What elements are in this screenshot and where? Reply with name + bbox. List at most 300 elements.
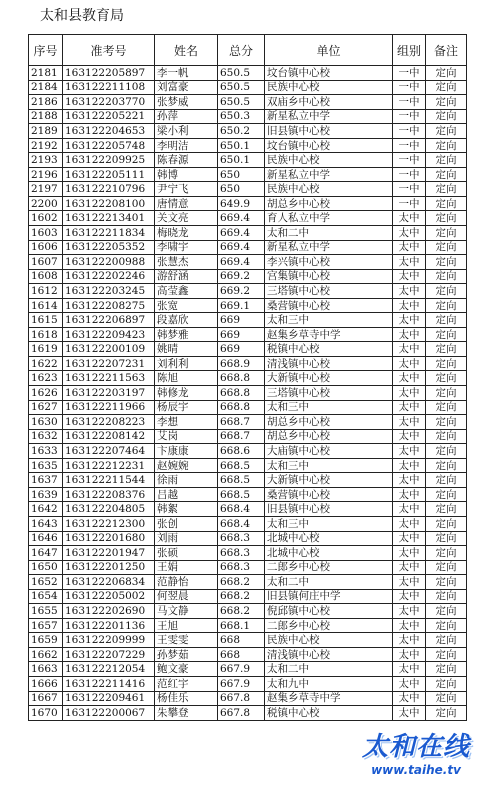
cell-note: 定向 bbox=[426, 342, 467, 357]
cell-exam-no: 163122210796 bbox=[63, 182, 155, 197]
cell-note: 定向 bbox=[426, 167, 467, 182]
cell-score: 668.2 bbox=[218, 589, 265, 604]
cell-note: 定向 bbox=[426, 647, 467, 662]
cell-name: 范静怡 bbox=[155, 575, 218, 590]
cell-unit: 胡总乡中心校 bbox=[265, 196, 393, 211]
cell-score: 668.7 bbox=[218, 415, 265, 430]
cell-exam-no: 163122212300 bbox=[63, 516, 155, 531]
cell-exam-no: 163122205111 bbox=[63, 167, 155, 182]
table-row bbox=[29, 633, 467, 648]
table-row bbox=[29, 240, 467, 255]
cell-score: 650.5 bbox=[218, 95, 265, 110]
cell-unit: 太和二中 bbox=[265, 662, 393, 677]
cell-name: 张慧杰 bbox=[155, 255, 218, 270]
cell-unit: 民族中心校 bbox=[265, 80, 393, 95]
table-body bbox=[29, 66, 467, 721]
cell-group: 太中 bbox=[393, 647, 426, 662]
cell-group: 太中 bbox=[393, 415, 426, 430]
cell-unit: 二郎乡中心校 bbox=[265, 618, 393, 633]
cell-unit: 太和三中 bbox=[265, 313, 393, 328]
cell-score: 668.9 bbox=[218, 356, 265, 371]
cell-score: 650 bbox=[218, 167, 265, 182]
cell-exam-no: 163122205002 bbox=[63, 589, 155, 604]
cell-name: 尹宁飞 bbox=[155, 182, 218, 197]
cell-unit: 太和二中 bbox=[265, 575, 393, 590]
cell-exam-no: 163122203197 bbox=[63, 386, 155, 401]
cell-score: 667.9 bbox=[218, 662, 265, 677]
col-header-name: 姓名 bbox=[155, 35, 218, 66]
table-row bbox=[29, 211, 467, 226]
cell-exam-no: 163122212231 bbox=[63, 458, 155, 473]
cell-unit: 倪邱镇中心校 bbox=[265, 604, 393, 619]
cell-exam-no: 163122205352 bbox=[63, 240, 155, 255]
cell-name: 唐情意 bbox=[155, 196, 218, 211]
cell-name: 陈旭 bbox=[155, 371, 218, 386]
cell-exam-no: 163122212054 bbox=[63, 662, 155, 677]
cell-score: 668.5 bbox=[218, 487, 265, 502]
cell-note: 定向 bbox=[426, 211, 467, 226]
cell-exam-no: 163122201250 bbox=[63, 560, 155, 575]
cell-seq: 1650 bbox=[29, 560, 63, 575]
cell-group: 一中 bbox=[393, 138, 426, 153]
cell-seq: 1635 bbox=[29, 458, 63, 473]
col-header-group: 组别 bbox=[393, 35, 426, 66]
table-row bbox=[29, 676, 467, 691]
cell-name: 刘利利 bbox=[155, 356, 218, 371]
table-row bbox=[29, 269, 467, 284]
cell-seq: 1667 bbox=[29, 691, 63, 706]
cell-exam-no: 163122207229 bbox=[63, 647, 155, 662]
cell-unit: 李兴镇中心校 bbox=[265, 255, 393, 270]
cell-exam-no: 163122201136 bbox=[63, 618, 155, 633]
cell-seq: 1608 bbox=[29, 269, 63, 284]
cell-name: 范红宇 bbox=[155, 676, 218, 691]
cell-name: 李明洁 bbox=[155, 138, 218, 153]
cell-group: 太中 bbox=[393, 255, 426, 270]
cell-note: 定向 bbox=[426, 560, 467, 575]
cell-group: 太中 bbox=[393, 516, 426, 531]
cell-score: 650.1 bbox=[218, 138, 265, 153]
cell-score: 668.8 bbox=[218, 386, 265, 401]
cell-score: 650.1 bbox=[218, 153, 265, 168]
cell-score: 669.2 bbox=[218, 269, 265, 284]
cell-note: 定向 bbox=[426, 327, 467, 342]
cell-seq: 1657 bbox=[29, 618, 63, 633]
cell-seq: 2188 bbox=[29, 109, 63, 124]
cell-unit: 赵集乡草寺中学 bbox=[265, 327, 393, 342]
cell-score: 669.1 bbox=[218, 298, 265, 313]
table-row bbox=[29, 386, 467, 401]
cell-exam-no: 163122200067 bbox=[63, 706, 155, 721]
table-row bbox=[29, 182, 467, 197]
cell-unit: 赵集乡草寺中学 bbox=[265, 691, 393, 706]
table-row bbox=[29, 647, 467, 662]
cell-seq: 1618 bbox=[29, 327, 63, 342]
cell-score: 650 bbox=[218, 182, 265, 197]
cell-score: 668 bbox=[218, 633, 265, 648]
cell-group: 一中 bbox=[393, 167, 426, 182]
cell-group: 太中 bbox=[393, 400, 426, 415]
table-row bbox=[29, 444, 467, 459]
cell-note: 定向 bbox=[426, 691, 467, 706]
cell-note: 定向 bbox=[426, 487, 467, 502]
cell-unit: 坟台镇中心校 bbox=[265, 66, 393, 81]
table-row bbox=[29, 662, 467, 677]
cell-name: 吕越 bbox=[155, 487, 218, 502]
cell-seq: 1642 bbox=[29, 502, 63, 517]
cell-name: 杨佳乐 bbox=[155, 691, 218, 706]
cell-unit: 坟台镇中心校 bbox=[265, 138, 393, 153]
cell-group: 太中 bbox=[393, 589, 426, 604]
cell-unit: 育人私立中学 bbox=[265, 211, 393, 226]
cell-group: 一中 bbox=[393, 80, 426, 95]
cell-group: 一中 bbox=[393, 153, 426, 168]
table-row bbox=[29, 516, 467, 531]
cell-group: 一中 bbox=[393, 109, 426, 124]
table-row bbox=[29, 284, 467, 299]
cell-group: 太中 bbox=[393, 386, 426, 401]
table-row bbox=[29, 502, 467, 517]
cell-note: 定向 bbox=[426, 531, 467, 546]
col-header-note: 备注 bbox=[426, 35, 467, 66]
cell-note: 定向 bbox=[426, 356, 467, 371]
cell-exam-no: 163122213401 bbox=[63, 211, 155, 226]
cell-exam-no: 163122205897 bbox=[63, 66, 155, 81]
cell-name: 杨辰宇 bbox=[155, 400, 218, 415]
cell-group: 太中 bbox=[393, 313, 426, 328]
cell-group: 太中 bbox=[393, 604, 426, 619]
cell-seq: 1607 bbox=[29, 255, 63, 270]
cell-seq: 1612 bbox=[29, 284, 63, 299]
cell-note: 定向 bbox=[426, 633, 467, 648]
cell-seq: 1655 bbox=[29, 604, 63, 619]
cell-name: 韩修龙 bbox=[155, 386, 218, 401]
cell-seq: 2196 bbox=[29, 167, 63, 182]
cell-name: 卞康康 bbox=[155, 444, 218, 459]
cell-score: 669.4 bbox=[218, 255, 265, 270]
table-row bbox=[29, 138, 467, 153]
col-header-unit: 单位 bbox=[265, 35, 393, 66]
cell-note: 定向 bbox=[426, 458, 467, 473]
cell-seq: 2189 bbox=[29, 124, 63, 139]
cell-seq: 1632 bbox=[29, 429, 63, 444]
cell-score: 668.2 bbox=[218, 575, 265, 590]
cell-name: 王旭 bbox=[155, 618, 218, 633]
table-row bbox=[29, 95, 467, 110]
cell-seq: 1662 bbox=[29, 647, 63, 662]
cell-group: 太中 bbox=[393, 342, 426, 357]
cell-group: 一中 bbox=[393, 182, 426, 197]
cell-score: 668.3 bbox=[218, 531, 265, 546]
cell-note: 定向 bbox=[426, 444, 467, 459]
table-row bbox=[29, 618, 467, 633]
cell-exam-no: 163122207464 bbox=[63, 444, 155, 459]
table-row bbox=[29, 298, 467, 313]
cell-unit: 北城中心校 bbox=[265, 531, 393, 546]
watermark-logo: 太和在线 bbox=[361, 732, 470, 762]
table-row bbox=[29, 226, 467, 241]
cell-name: 孙萍 bbox=[155, 109, 218, 124]
cell-score: 650.3 bbox=[218, 109, 265, 124]
cell-score: 668.7 bbox=[218, 429, 265, 444]
cell-seq: 1615 bbox=[29, 313, 63, 328]
cell-exam-no: 163122208223 bbox=[63, 415, 155, 430]
cell-group: 太中 bbox=[393, 531, 426, 546]
cell-group: 太中 bbox=[393, 371, 426, 386]
cell-exam-no: 163122209999 bbox=[63, 633, 155, 648]
cell-name: 梅晓龙 bbox=[155, 226, 218, 241]
cell-note: 定向 bbox=[426, 589, 467, 604]
table-row bbox=[29, 604, 467, 619]
cell-unit: 清浅镇中心校 bbox=[265, 647, 393, 662]
cell-unit: 新星私立中学 bbox=[265, 167, 393, 182]
cell-note: 定向 bbox=[426, 80, 467, 95]
cell-score: 669.4 bbox=[218, 211, 265, 226]
cell-unit: 民族中心校 bbox=[265, 182, 393, 197]
cell-exam-no: 163122200109 bbox=[63, 342, 155, 357]
cell-seq: 1637 bbox=[29, 473, 63, 488]
cell-group: 太中 bbox=[393, 444, 426, 459]
cell-exam-no: 163122208376 bbox=[63, 487, 155, 502]
cell-exam-no: 163122208275 bbox=[63, 298, 155, 313]
cell-exam-no: 163122203770 bbox=[63, 95, 155, 110]
cell-seq: 1663 bbox=[29, 662, 63, 677]
cell-unit: 宫集镇中心校 bbox=[265, 269, 393, 284]
cell-seq: 1614 bbox=[29, 298, 63, 313]
cell-score: 649.9 bbox=[218, 196, 265, 211]
cell-seq: 1627 bbox=[29, 400, 63, 415]
cell-seq: 1603 bbox=[29, 226, 63, 241]
cell-note: 定向 bbox=[426, 153, 467, 168]
cell-group: 太中 bbox=[393, 226, 426, 241]
cell-note: 定向 bbox=[426, 109, 467, 124]
table-row bbox=[29, 400, 467, 415]
cell-name: 张梦威 bbox=[155, 95, 218, 110]
cell-exam-no: 163122201680 bbox=[63, 531, 155, 546]
cell-name: 段嘉欣 bbox=[155, 313, 218, 328]
cell-group: 太中 bbox=[393, 618, 426, 633]
table-row bbox=[29, 255, 467, 270]
cell-score: 669 bbox=[218, 313, 265, 328]
table-row bbox=[29, 124, 467, 139]
cell-name: 韩博 bbox=[155, 167, 218, 182]
cell-group: 太中 bbox=[393, 487, 426, 502]
cell-seq: 1670 bbox=[29, 706, 63, 721]
cell-group: 一中 bbox=[393, 196, 426, 211]
cell-note: 定向 bbox=[426, 662, 467, 677]
cell-note: 定向 bbox=[426, 676, 467, 691]
cell-group: 太中 bbox=[393, 473, 426, 488]
col-header-score: 总分 bbox=[218, 35, 265, 66]
cell-seq: 1647 bbox=[29, 546, 63, 561]
cell-seq: 1659 bbox=[29, 633, 63, 648]
cell-unit: 桑营镇中心校 bbox=[265, 298, 393, 313]
cell-unit: 大新镇中心校 bbox=[265, 473, 393, 488]
cell-score: 669.4 bbox=[218, 226, 265, 241]
cell-name: 艾岗 bbox=[155, 429, 218, 444]
cell-note: 定向 bbox=[426, 386, 467, 401]
table-row bbox=[29, 691, 467, 706]
cell-note: 定向 bbox=[426, 604, 467, 619]
cell-note: 定向 bbox=[426, 284, 467, 299]
cell-name: 关文亮 bbox=[155, 211, 218, 226]
cell-note: 定向 bbox=[426, 473, 467, 488]
cell-name: 王雯雯 bbox=[155, 633, 218, 648]
cell-unit: 旧县镇中心校 bbox=[265, 124, 393, 139]
cell-seq: 1630 bbox=[29, 415, 63, 430]
table-row bbox=[29, 109, 467, 124]
table-row bbox=[29, 66, 467, 81]
table-row bbox=[29, 313, 467, 328]
cell-exam-no: 163122206897 bbox=[63, 313, 155, 328]
site-watermark bbox=[353, 731, 479, 785]
cell-score: 669 bbox=[218, 342, 265, 357]
cell-unit: 大新镇中心校 bbox=[265, 371, 393, 386]
cell-note: 定向 bbox=[426, 95, 467, 110]
admission-table bbox=[28, 34, 467, 721]
cell-name: 韩梦雅 bbox=[155, 327, 218, 342]
cell-exam-no: 163122211108 bbox=[63, 80, 155, 95]
cell-exam-no: 163122207231 bbox=[63, 356, 155, 371]
cell-exam-no: 163122211563 bbox=[63, 371, 155, 386]
cell-score: 667.8 bbox=[218, 691, 265, 706]
cell-note: 定向 bbox=[426, 575, 467, 590]
cell-exam-no: 163122208100 bbox=[63, 196, 155, 211]
cell-score: 668.5 bbox=[218, 473, 265, 488]
cell-seq: 1633 bbox=[29, 444, 63, 459]
cell-unit: 太和三中 bbox=[265, 516, 393, 531]
cell-score: 667.9 bbox=[218, 676, 265, 691]
cell-seq: 1619 bbox=[29, 342, 63, 357]
cell-name: 高莹鑫 bbox=[155, 284, 218, 299]
cell-group: 太中 bbox=[393, 691, 426, 706]
cell-exam-no: 163122200988 bbox=[63, 255, 155, 270]
cell-name: 孙梦茹 bbox=[155, 647, 218, 662]
cell-name: 鲍文豪 bbox=[155, 662, 218, 677]
cell-note: 定向 bbox=[426, 196, 467, 211]
cell-name: 徐雨 bbox=[155, 473, 218, 488]
cell-group: 太中 bbox=[393, 676, 426, 691]
cell-exam-no: 163122209423 bbox=[63, 327, 155, 342]
cell-unit: 三塔镇中心校 bbox=[265, 386, 393, 401]
table-row bbox=[29, 531, 467, 546]
cell-seq: 1626 bbox=[29, 386, 63, 401]
cell-seq: 2181 bbox=[29, 66, 63, 81]
cell-group: 太中 bbox=[393, 356, 426, 371]
col-header-seq: 序号 bbox=[29, 35, 63, 66]
cell-score: 668.6 bbox=[218, 444, 265, 459]
cell-exam-no: 163122211834 bbox=[63, 226, 155, 241]
cell-group: 太中 bbox=[393, 706, 426, 721]
cell-score: 650.5 bbox=[218, 80, 265, 95]
cell-note: 定向 bbox=[426, 502, 467, 517]
table-row bbox=[29, 575, 467, 590]
cell-exam-no: 163122211544 bbox=[63, 473, 155, 488]
cell-name: 韩絮 bbox=[155, 502, 218, 517]
cell-name: 刘富豪 bbox=[155, 80, 218, 95]
cell-note: 定向 bbox=[426, 226, 467, 241]
cell-seq: 2184 bbox=[29, 80, 63, 95]
cell-score: 650.5 bbox=[218, 66, 265, 81]
cell-score: 669.2 bbox=[218, 284, 265, 299]
cell-name: 马文静 bbox=[155, 604, 218, 619]
watermark-url: www.taihe.tv bbox=[371, 763, 461, 777]
cell-note: 定向 bbox=[426, 124, 467, 139]
cell-exam-no: 163122202246 bbox=[63, 269, 155, 284]
cell-unit: 税镇中心校 bbox=[265, 342, 393, 357]
cell-name: 何翌晨 bbox=[155, 589, 218, 604]
cell-exam-no: 163122205221 bbox=[63, 109, 155, 124]
cell-seq: 2193 bbox=[29, 153, 63, 168]
cell-note: 定向 bbox=[426, 138, 467, 153]
table-row bbox=[29, 706, 467, 721]
cell-score: 650.2 bbox=[218, 124, 265, 139]
cell-group: 太中 bbox=[393, 546, 426, 561]
table-header-row bbox=[29, 35, 467, 66]
cell-exam-no: 163122205748 bbox=[63, 138, 155, 153]
cell-unit: 清浅镇中心校 bbox=[265, 356, 393, 371]
cell-note: 定向 bbox=[426, 298, 467, 313]
table-row bbox=[29, 371, 467, 386]
cell-group: 一中 bbox=[393, 124, 426, 139]
cell-exam-no: 163122206834 bbox=[63, 575, 155, 590]
cell-seq: 1623 bbox=[29, 371, 63, 386]
table-row bbox=[29, 167, 467, 182]
table-row bbox=[29, 356, 467, 371]
cell-note: 定向 bbox=[426, 706, 467, 721]
table-row bbox=[29, 415, 467, 430]
cell-note: 定向 bbox=[426, 516, 467, 531]
table-row bbox=[29, 196, 467, 211]
table-row bbox=[29, 429, 467, 444]
cell-score: 668.8 bbox=[218, 371, 265, 386]
cell-group: 太中 bbox=[393, 575, 426, 590]
cell-note: 定向 bbox=[426, 400, 467, 415]
cell-group: 太中 bbox=[393, 502, 426, 517]
cell-name: 李想 bbox=[155, 415, 218, 430]
cell-name: 游舒涵 bbox=[155, 269, 218, 284]
table-row bbox=[29, 342, 467, 357]
cell-exam-no: 163122203245 bbox=[63, 284, 155, 299]
cell-note: 定向 bbox=[426, 269, 467, 284]
cell-unit: 三塔镇中心校 bbox=[265, 284, 393, 299]
cell-unit: 桑营镇中心校 bbox=[265, 487, 393, 502]
cell-score: 669 bbox=[218, 327, 265, 342]
cell-name: 王娟 bbox=[155, 560, 218, 575]
cell-name: 梁小利 bbox=[155, 124, 218, 139]
cell-name: 李一帆 bbox=[155, 66, 218, 81]
cell-seq: 1606 bbox=[29, 240, 63, 255]
cell-unit: 旧县镇何庄中学 bbox=[265, 589, 393, 604]
cell-note: 定向 bbox=[426, 66, 467, 81]
cell-note: 定向 bbox=[426, 429, 467, 444]
cell-unit: 税镇中心校 bbox=[265, 706, 393, 721]
cell-name: 张创 bbox=[155, 516, 218, 531]
cell-group: 太中 bbox=[393, 240, 426, 255]
table-row bbox=[29, 80, 467, 95]
cell-group: 太中 bbox=[393, 429, 426, 444]
cell-exam-no: 163122209925 bbox=[63, 153, 155, 168]
cell-note: 定向 bbox=[426, 415, 467, 430]
cell-unit: 民族中心校 bbox=[265, 633, 393, 648]
cell-exam-no: 163122211416 bbox=[63, 676, 155, 691]
table-row bbox=[29, 487, 467, 502]
cell-name: 张硕 bbox=[155, 546, 218, 561]
cell-note: 定向 bbox=[426, 313, 467, 328]
cell-name: 赵婉婉 bbox=[155, 458, 218, 473]
cell-unit: 太和三中 bbox=[265, 400, 393, 415]
cell-score: 668.3 bbox=[218, 560, 265, 575]
